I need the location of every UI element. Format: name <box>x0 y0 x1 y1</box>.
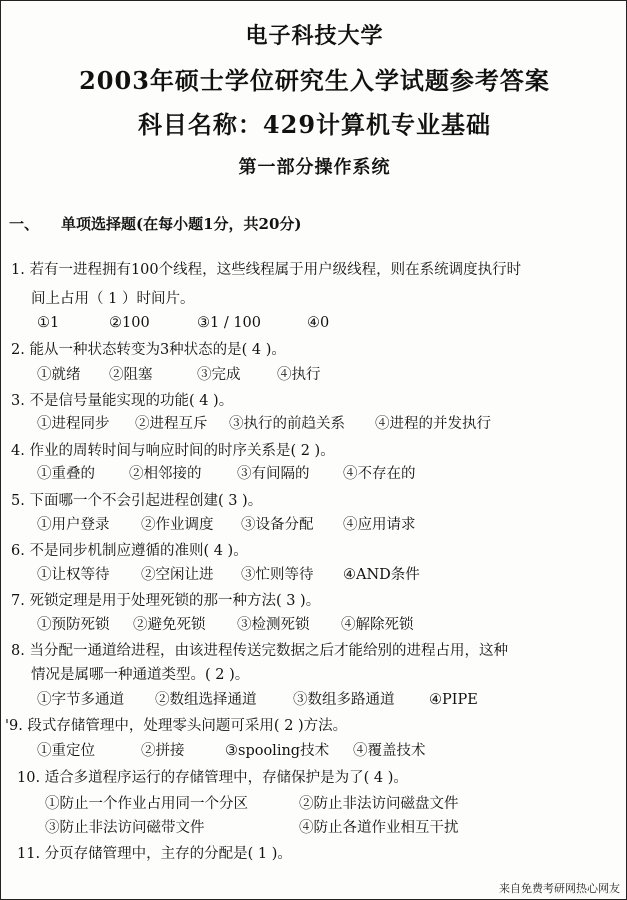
watermark-footer: 来自免费考研网热心网友 <box>499 882 620 895</box>
question-9-text: '9. 段式存储管理中，处理零头问题可采用( 2 )方法。 <box>5 718 348 734</box>
option: ②100 <box>109 315 150 331</box>
option: ①字节多通道 <box>37 692 124 708</box>
question-2-text: 2. 能从一种状态转变为3种状态的是( 4 )。 <box>11 342 286 358</box>
part-title: 第一部分操作系统 <box>238 157 391 178</box>
question-4-text: 4. 作业的周转时间与响应时间的时序关系是( 2 )。 <box>11 443 335 459</box>
option: ④防止各道作业相互干扰 <box>299 820 459 836</box>
option: ④解除死锁 <box>341 617 414 633</box>
option: ①重定位 <box>37 743 95 759</box>
question-10-text: 10. 适合多道程序运行的存储管理中，存储保护是为了( 4 )。 <box>17 770 408 786</box>
option: ③数组多路通道 <box>293 692 395 708</box>
question-3-text: 3. 不是信号量能实现的功能( 4 )。 <box>11 393 234 409</box>
option: ②防止非法访问磁盘文件 <box>299 796 459 812</box>
option: ③spooling技术 <box>225 743 330 759</box>
option: ②进程互斥 <box>135 416 208 432</box>
question-8-text: 8. 当分配一通道给进程，由该进程传送完数据之后才能给别的进程占用，这种 <box>11 643 508 659</box>
question-5-options <box>37 515 416 535</box>
option: ③执行的前趋关系 <box>229 416 345 432</box>
option: ②作业调度 <box>141 517 214 533</box>
option: ④AND条件 <box>343 567 420 583</box>
option: ③忙则等待 <box>241 567 314 583</box>
option: ①防止一个作业占用同一个分区 <box>45 796 248 812</box>
question-6-options <box>37 565 420 585</box>
option: ②数组选择通道 <box>155 692 257 708</box>
option: ③检测死锁 <box>237 617 310 633</box>
question-1-options <box>37 313 329 333</box>
option: ①就绪 <box>37 367 81 383</box>
option: ①进程同步 <box>37 416 110 432</box>
option: ④覆盖技术 <box>353 743 426 759</box>
section-heading <box>9 213 302 234</box>
question-7-text: 7. 死锁定理是用于处理死锁的那一种方法( 3 )。 <box>11 593 321 609</box>
exam-title: 2003年硕士学位研究生入学试题参考答案 <box>79 66 550 95</box>
option: ②避免死锁 <box>133 617 206 633</box>
option: ①预防死锁 <box>37 617 110 633</box>
university-name: 电子科技大学 <box>245 23 384 49</box>
question-2-options <box>37 365 321 385</box>
option: ②阻塞 <box>109 367 153 383</box>
question-8-continuation: 情况是属哪一种通道类型。( 2 )。 <box>31 667 250 683</box>
option: ②拼接 <box>141 743 185 759</box>
option: ②空闲让进 <box>141 567 214 583</box>
option: ④应用请求 <box>343 517 416 533</box>
question-11-text: 11. 分页存储管理中，主存的分配是( 1 )。 <box>17 846 292 862</box>
option: ①重叠的 <box>37 466 95 482</box>
section-title: 单项选择题(在每小题1分，共20分) <box>61 215 302 233</box>
option: ④执行 <box>277 367 321 383</box>
option: ①用户登录 <box>37 517 110 533</box>
question-1-continuation: 间上占用（ 1 ）时间片。 <box>31 291 195 307</box>
option: ③1 / 100 <box>197 315 262 331</box>
option: ③完成 <box>197 367 241 383</box>
option: ③设备分配 <box>241 517 314 533</box>
option: ③防止非法访问磁带文件 <box>45 820 205 836</box>
option: ③有间隔的 <box>237 466 310 482</box>
question-5-text: 5. 下面哪一个不会引起进程创建( 3 )。 <box>11 493 263 509</box>
option: ④PIPE <box>429 692 478 708</box>
option: ④不存在的 <box>343 466 416 482</box>
option: ①1 <box>37 315 60 331</box>
question-7-options <box>37 615 414 635</box>
question-3-options <box>37 414 491 434</box>
question-9-options <box>37 741 426 761</box>
option: ④进程的并发执行 <box>375 416 491 432</box>
question-1-text: 1. 若有一进程拥有100个线程，这些线程属于用户级线程，则在系统调度执行时 <box>11 262 522 278</box>
option: ④0 <box>307 315 330 331</box>
section-number: 一、 <box>9 215 40 233</box>
question-4-options <box>37 464 416 484</box>
question-10-option-row-2 <box>45 818 459 838</box>
question-10-option-row-1 <box>45 794 459 814</box>
option: ①让权等待 <box>37 567 110 583</box>
question-6-text: 6. 不是同步机制应遵循的准则( 4 )。 <box>11 543 248 559</box>
option: ②相邻接的 <box>129 466 202 482</box>
subject-title: 科目名称：429计算机专业基础 <box>137 110 492 139</box>
question-8-options <box>37 690 478 710</box>
